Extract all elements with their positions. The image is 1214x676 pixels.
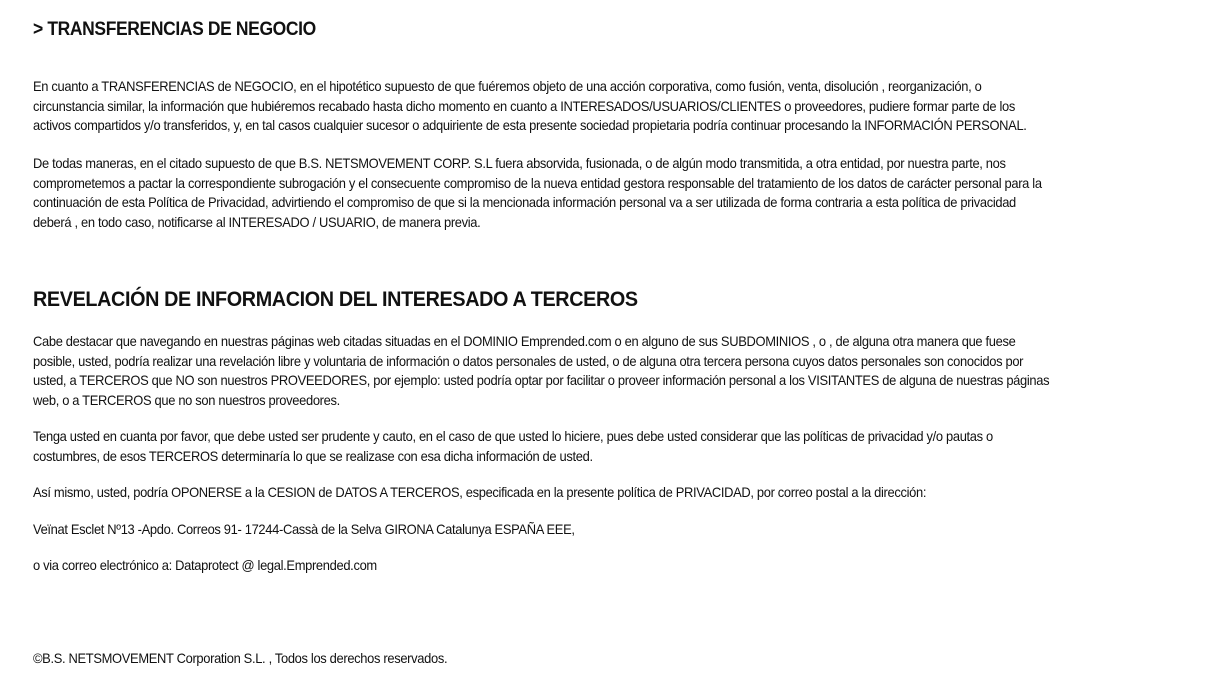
opposition-paragraph xyxy=(33,483,1202,503)
text-line: posible, usted, podría realizar una revelación libre y voluntaria de información o datos personales de usted, o de alguna otra tercera persona cuyos datos personales son conocidos por xyxy=(33,353,1024,369)
caution-paragraph xyxy=(33,427,1202,466)
business-transfers-paragraph xyxy=(33,77,1202,136)
email-contact xyxy=(33,556,1202,576)
disclosure-paragraph xyxy=(33,332,1202,410)
text-line: Así mismo, usted, podría OPONERSE a la CESION de DATOS A TERCEROS, especificada en la presente política de PRIVACIDAD, por correo postal a la dirección: xyxy=(33,485,927,500)
text-line: costumbres, de esos TERCEROS determinaría lo que se realizase con esa dicha información de usted. xyxy=(33,448,593,464)
footer-copyright xyxy=(33,649,1202,669)
text-line: activos compartidos y/o transferidos, y, en tal casos cualquier sucesor o adquiriente de esta presente sociedad propietaria podría continuar procesando la INFORMACIÓN PERSONAL. xyxy=(33,118,1027,134)
text-line: usted, a TERCEROS que NO son nuestros PROVEEDORES, por ejemplo: usted podría optar por facilitar o proveer información personal a los VISITANTES de alguna de nuestras páginas xyxy=(33,373,1050,389)
text-line: En cuanto a TRANSFERENCIAS de NEGOCIO, en el hipotético supuesto de que fuéremos objeto de una acción corporativa, como fusión, venta, disolución , reorganización, o xyxy=(33,79,982,94)
text-line: comprometemos a pactar la correspondiente subrogación y el consecuente compromiso de la nueva entidad gestora responsable del tratamiento de los datos de carácter personal para la xyxy=(33,175,1042,191)
third-party-disclosure-heading: REVELACIÓN DE INFORMACION DEL INTERESADO A TERCEROS xyxy=(33,287,638,311)
absorption-paragraph xyxy=(33,154,1202,232)
postal-address xyxy=(33,520,1202,540)
business-transfers-heading: > TRANSFERENCIAS DE NEGOCIO xyxy=(33,19,316,40)
text-line: circunstancia similar, la información que hubiéremos recabado hasta dicho momento en cuanto a INTERESADOS/USUARIOS/CLIENTES o proveedores, pudiere formar parte de los xyxy=(33,98,1016,114)
copyright-text: ©B.S. NETSMOVEMENT Corporation S.L. , Todos los derechos reservados. xyxy=(33,651,448,666)
text-line: web, o a TERCEROS que no son nuestros proveedores. xyxy=(33,392,340,408)
text-line: continuación de esta Política de Privacidad, advirtiendo el compromiso de que si la mencionada información personal va a ser utilizada de forma contraria a esta política de privacidad xyxy=(33,195,1016,211)
email-line: o via correo electrónico a: Dataprotect @ legal.Emprended.com xyxy=(33,558,377,573)
text-line: Cabe destacar que navegando en nuestras páginas web citadas situadas en el DOMINIO Emprended.com o en alguno de sus SUBDOMINIOS , o , de alguna otra manera que fuese xyxy=(33,334,1016,349)
text-line: De todas maneras, en el citado supuesto de que B.S. NETSMOVEMENT CORP. S.L fuera absorvida, fusionada, o de algún modo transmitida, a otra entidad, por nuestra parte, nos xyxy=(33,156,1006,171)
address-line: Veïnat Esclet Nº13 -Apdo. Correos 91- 17244-Cassà de la Selva GIRONA Catalunya ESPAÑA EEE, xyxy=(33,522,575,537)
text-line: deberá , en todo caso, notificarse al INTERESADO / USUARIO, de manera previa. xyxy=(33,214,481,230)
text-line: Tenga usted en cuanta por favor, que debe usted ser prudente y cauto, en el caso de que usted lo hiciere, pues debe usted considerar que las políticas de privacidad y/o pautas o xyxy=(33,429,993,444)
